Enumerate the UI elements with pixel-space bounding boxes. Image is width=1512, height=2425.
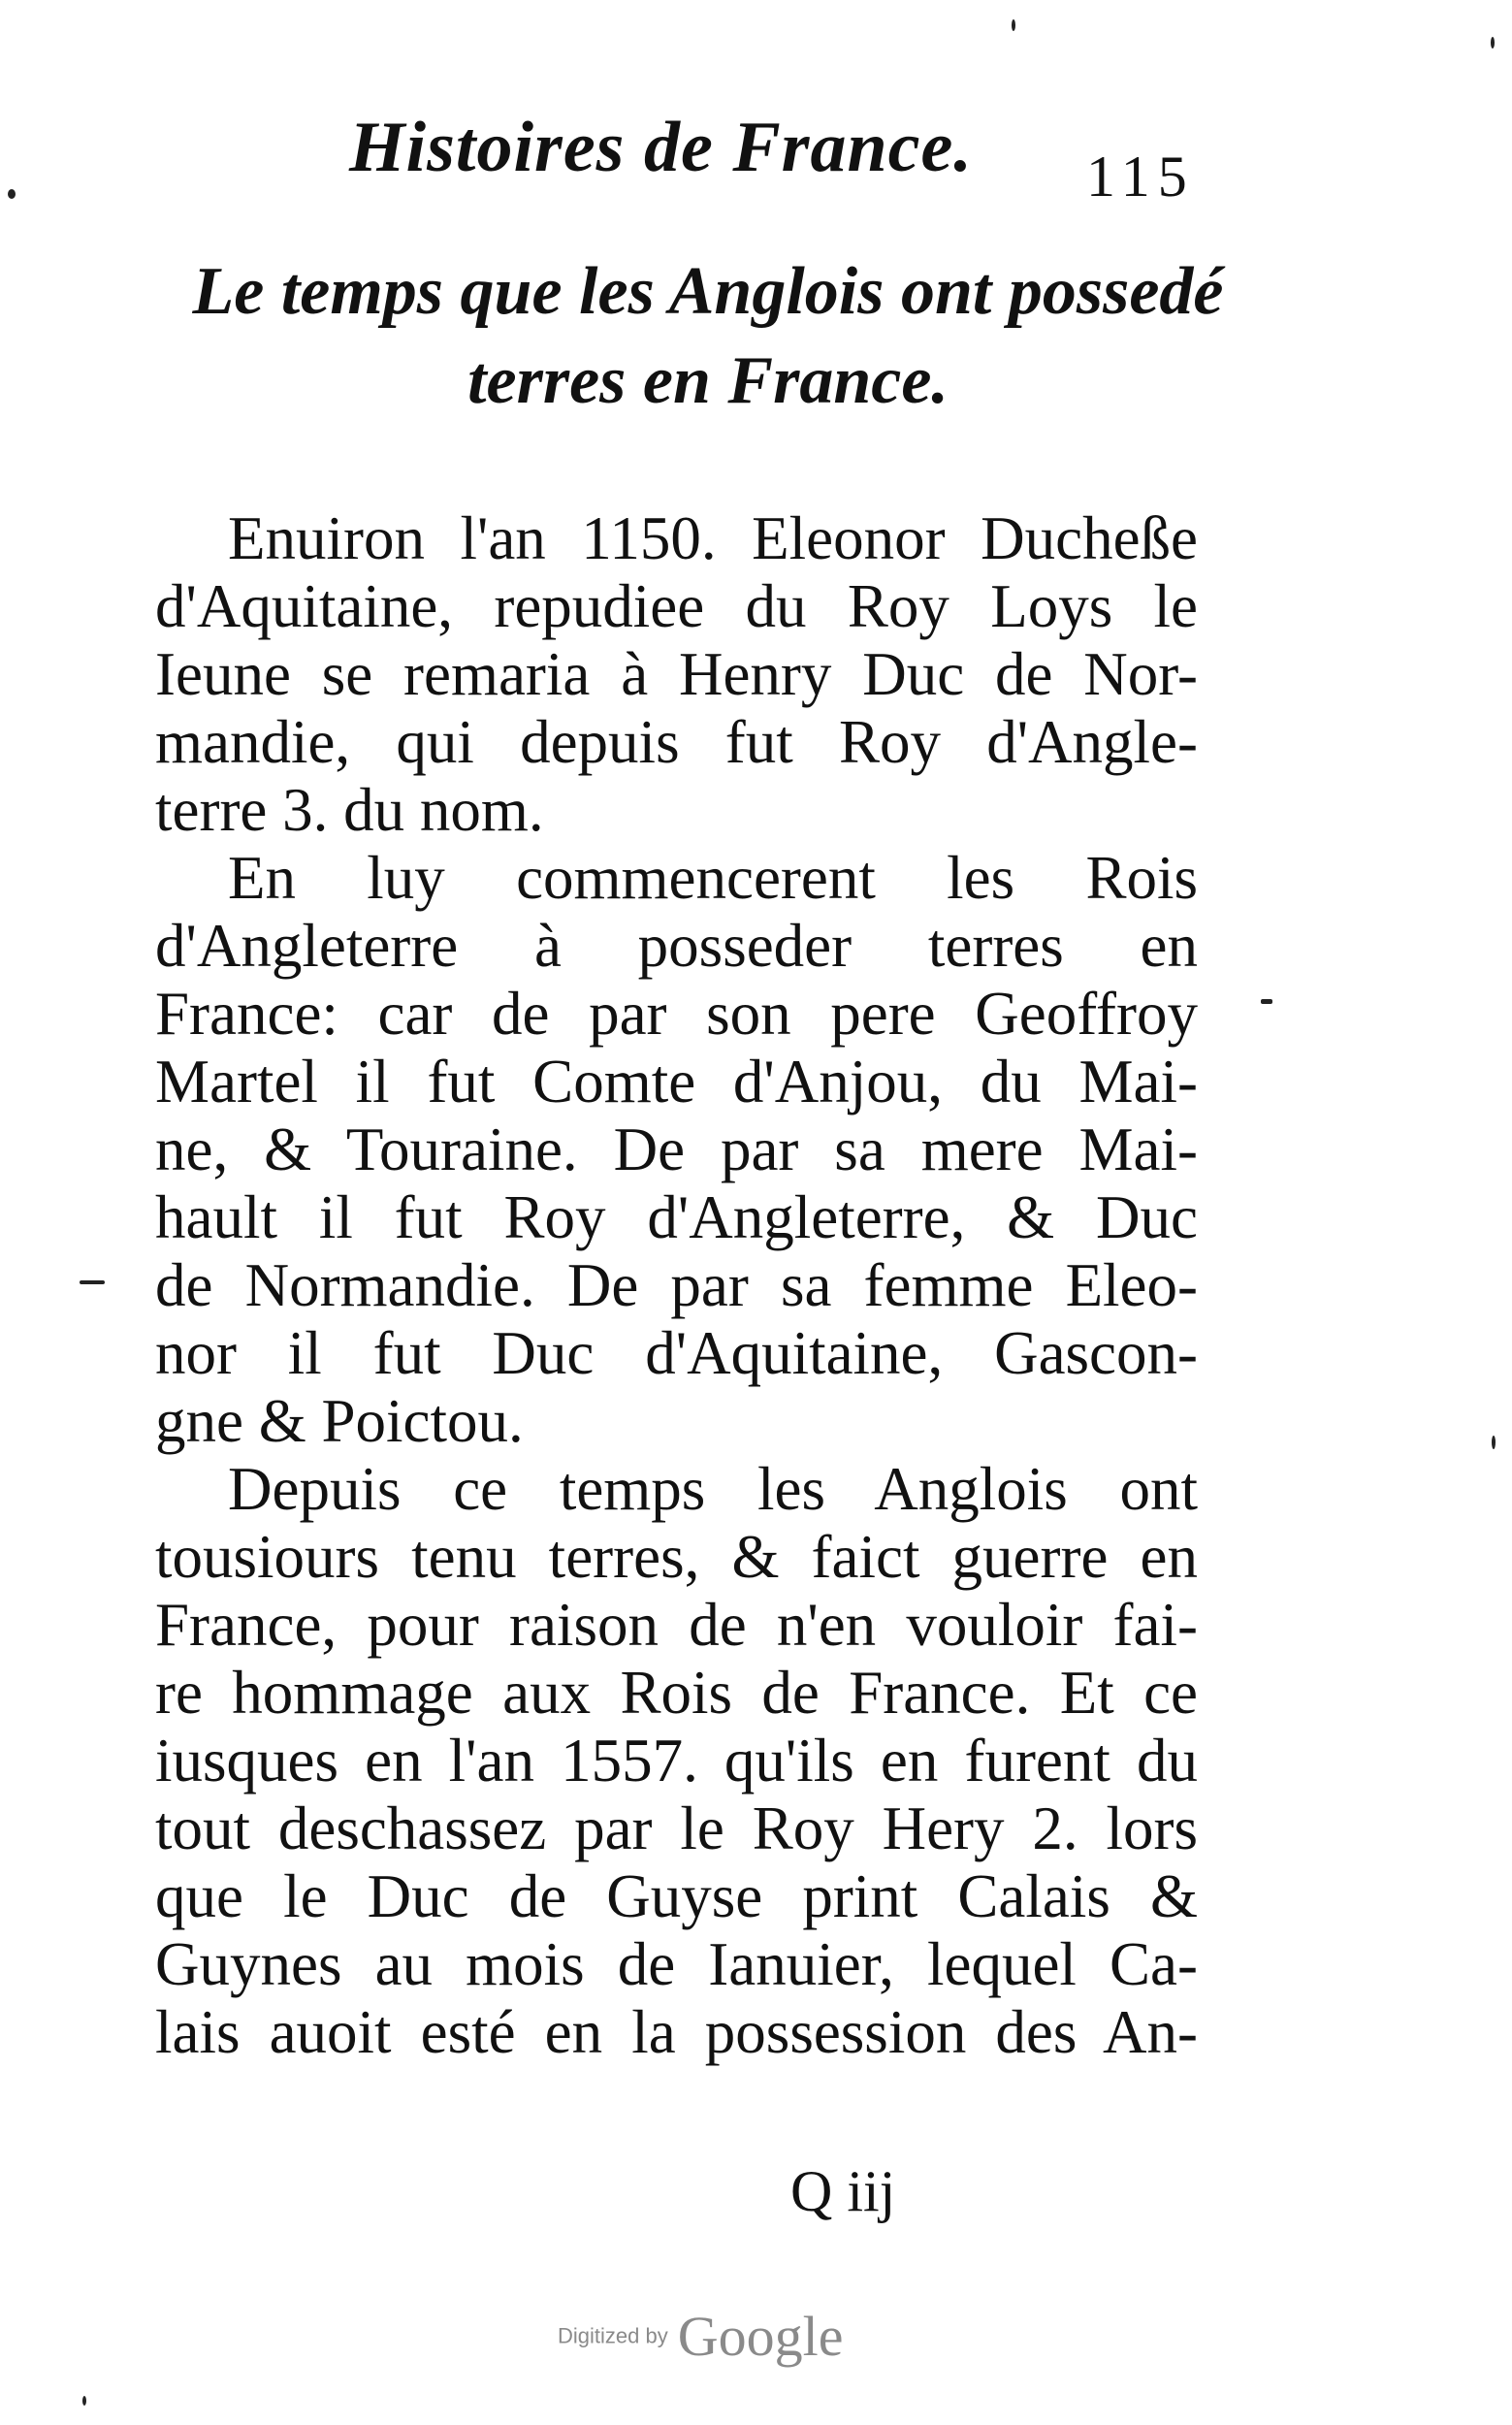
scan-speck bbox=[82, 2396, 86, 2406]
paragraph-1 bbox=[155, 504, 1198, 844]
scan-speck bbox=[1491, 37, 1495, 48]
section-title-line: terres en France. bbox=[467, 343, 949, 418]
text-line: En luy commencerent les Rois bbox=[228, 844, 1198, 912]
text-line: tousiours tenu terres, & faict guerre en bbox=[155, 1523, 1198, 1591]
text-line: France, pour raison de n'en vouloir fai- bbox=[155, 1591, 1198, 1659]
text-line: tout deschassez par le Roy Hery 2. lors bbox=[155, 1794, 1198, 1862]
text-line: de Normandie. De par sa femme Eleo- bbox=[155, 1251, 1198, 1319]
section-title-line: Le temps que les Anglois ont possedé bbox=[192, 254, 1224, 329]
text-line: ne, & Touraine. De par sa mere Mai- bbox=[155, 1116, 1198, 1183]
paragraph-3 bbox=[155, 1455, 1198, 2066]
text-line: nor il fut Duc d'Aquitaine, Gascon- bbox=[155, 1319, 1198, 1387]
page-number: 115 bbox=[1086, 145, 1195, 209]
section-title bbox=[170, 247, 1246, 426]
text-line: hault il fut Roy d'Angleterre, & Duc bbox=[155, 1183, 1198, 1251]
text-line: Enuiron l'an 1150. Eleonor Ducheße bbox=[228, 504, 1198, 572]
digitized-by-label: Digitized by bbox=[558, 2323, 668, 2348]
text-line: mandie, qui depuis fut Roy d'Angle- bbox=[155, 708, 1198, 776]
scan-speck bbox=[1012, 19, 1015, 31]
scan-speck bbox=[1261, 999, 1272, 1004]
text-line: iusques en l'an 1557. qu'ils en furent du bbox=[155, 1727, 1198, 1794]
body-text bbox=[155, 504, 1198, 2066]
text-line: France: car de par son pere Geoffroy bbox=[155, 980, 1198, 1048]
scan-speck bbox=[8, 189, 16, 199]
text-line: d'Aquitaine, repudiee du Roy Loys le bbox=[155, 572, 1198, 640]
scan-speck bbox=[80, 1280, 105, 1284]
text-line: re hommage aux Rois de France. Et ce bbox=[155, 1659, 1198, 1727]
text-line: que le Duc de Guyse print Calais & bbox=[155, 1862, 1198, 1930]
text-line: Depuis ce temps les Anglois ont bbox=[228, 1455, 1198, 1523]
text-line: gne & Poictou. bbox=[155, 1387, 524, 1455]
text-line: Guynes au mois de Ianuier, lequel Ca- bbox=[155, 1930, 1198, 1998]
google-logo: Google bbox=[677, 2305, 844, 2368]
paragraph-2 bbox=[155, 844, 1198, 1455]
text-line: Martel il fut Comte d'Anjou, du Mai- bbox=[155, 1048, 1198, 1116]
text-line: Ieune se remaria à Henry Duc de Nor- bbox=[155, 640, 1198, 708]
digitized-footer bbox=[558, 2304, 843, 2369]
text-line: d'Angleterre à posseder terres en bbox=[155, 912, 1198, 980]
scan-speck bbox=[1492, 1436, 1496, 1449]
text-line: terre 3. du nom. bbox=[155, 776, 544, 844]
text-line: lais auoit esté en la possession des An- bbox=[155, 1998, 1198, 2066]
signature-mark: Q iij bbox=[790, 2159, 896, 2223]
running-header: Histoires de France. bbox=[349, 108, 973, 187]
